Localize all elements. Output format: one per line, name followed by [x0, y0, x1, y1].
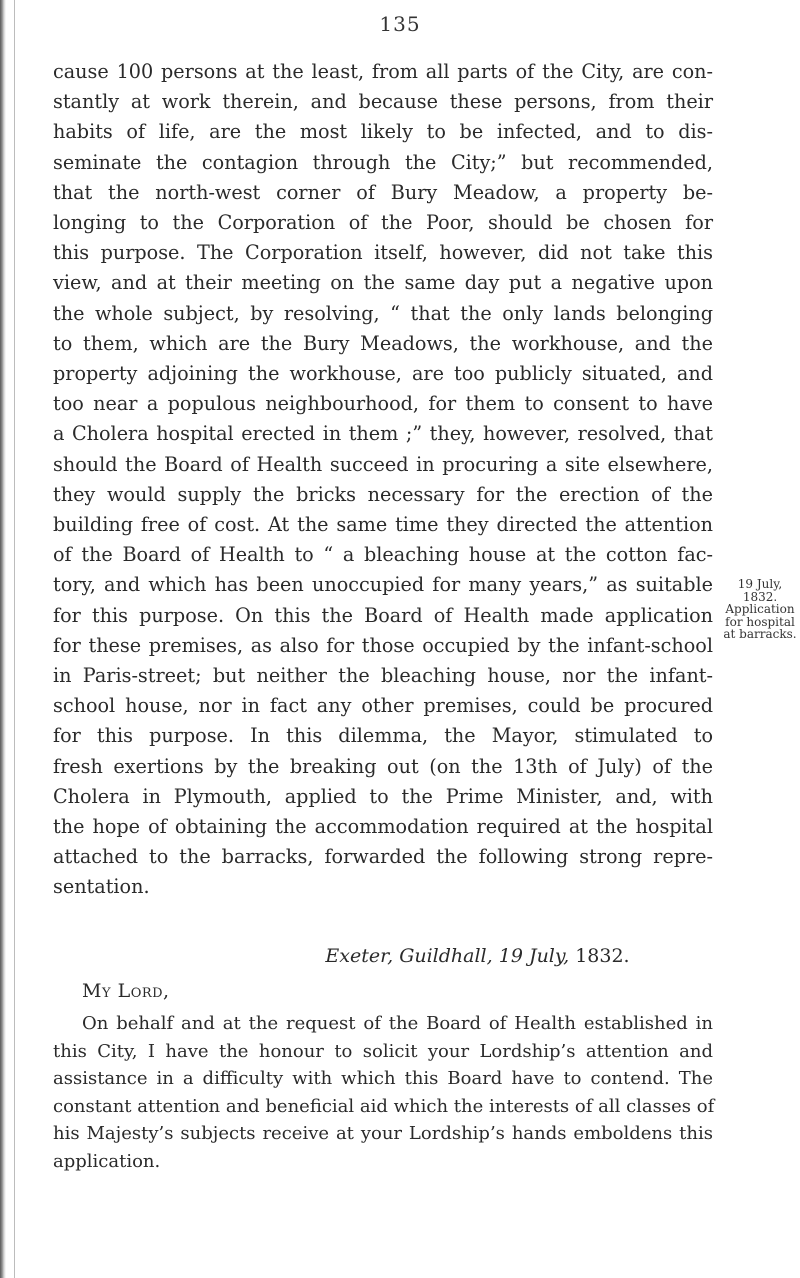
binding-shadow [0, 0, 6, 1278]
margin-note-line: for hospital [725, 614, 795, 629]
margin-note-line: 1832. [742, 589, 778, 604]
body-line: too near a populous neighbourhood, for them to consent to have [53, 392, 713, 416]
dateline-place: Exeter, Guildhall, [325, 945, 493, 967]
body-line: for these premises, as also for those occupied by the infant-school [53, 633, 713, 657]
body-line: to them, which are the Bury Meadows, the workhouse, and the [53, 331, 713, 355]
letter-line: assistance in a difficulty with which this Board have to contend. The [53, 1068, 713, 1089]
letter-dateline [240, 945, 715, 967]
letter-line: his Majesty’s subjects receive at your Lordship’s hands emboldens this [53, 1123, 713, 1144]
letter-line: On behalf and at the request of the Board of Health established in [82, 1013, 713, 1034]
letter-salutation: My Lord, [82, 980, 170, 1002]
body-line: a Cholera hospital erected in them ;” they, however, resolved, that [53, 422, 713, 446]
body-line: attached to the barracks, forwarded the following strong repre- [53, 845, 713, 869]
body-line: for this purpose. In this dilemma, the Mayor, stimulated to [53, 724, 713, 748]
body-line: habits of life, are the most likely to be infected, and to dis- [53, 120, 713, 144]
binding-line [14, 0, 15, 1278]
margin-note [722, 578, 798, 641]
body-line: of the Board of Health to “ a bleaching house at the cotton fac- [53, 543, 713, 567]
body-line: this purpose. The Corporation itself, however, did not take this [53, 241, 713, 265]
page-number: 135 [379, 12, 421, 36]
body-paragraph [53, 57, 713, 903]
body-line: building free of cost. At the same time they directed the attention [53, 513, 713, 537]
body-line: that the north-west corner of Bury Meadow, a property be- [53, 180, 713, 204]
body-line: the hope of obtaining the accommodation required at the hospital [53, 815, 713, 839]
body-line: they would supply the bricks necessary for the erection of the [53, 482, 713, 506]
body-line: longing to the Corporation of the Poor, should be chosen for [53, 211, 713, 235]
dateline-date: 19 July, [498, 945, 570, 967]
body-line: stantly at work therein, and because these persons, from their [53, 90, 713, 114]
margin-note-line: Application [725, 602, 795, 616]
body-line: school house, nor in fact any other premises, could be procured [53, 694, 713, 718]
body-line: for this purpose. On this the Board of Health made application [53, 603, 713, 627]
body-line: tory, and which has been unoccupied for many years,” as suitable [53, 573, 713, 597]
margin-note-line: at barracks. [723, 627, 797, 641]
body-line: view, and at their meeting on the same day put a negative upon [53, 271, 713, 295]
body-line: the whole subject, by resolving, “ that the only lands belonging [53, 301, 713, 325]
body-line: sentation. [53, 875, 150, 899]
body-line: in Paris-street; but neither the bleaching house, nor the infant- [53, 664, 713, 688]
margin-note-line: 19 July, [737, 577, 783, 591]
body-line: cause 100 persons at the least, from all parts of the City, are con- [53, 60, 713, 83]
letter-line: this City, I have the honour to solicit your Lordship’s attention and [53, 1040, 713, 1062]
letter-line: application. [53, 1150, 161, 1172]
body-line: fresh exertions by the breaking out (on the 13th of July) of the [53, 754, 713, 778]
body-line: seminate the contagion through the City;” but recommended, [53, 150, 713, 174]
letter-line: constant attention and beneficial aid which the interests of all classes of [53, 1095, 715, 1117]
body-line: Cholera in Plymouth, applied to the Prime Minister, and, with [53, 784, 713, 808]
dateline-year: 1832. [575, 945, 630, 967]
body-line: should the Board of Health succeed in procuring a site elsewhere, [53, 452, 713, 476]
body-line: property adjoining the workhouse, are too publicly situated, and [53, 362, 713, 386]
letter-paragraph [53, 1010, 713, 1175]
